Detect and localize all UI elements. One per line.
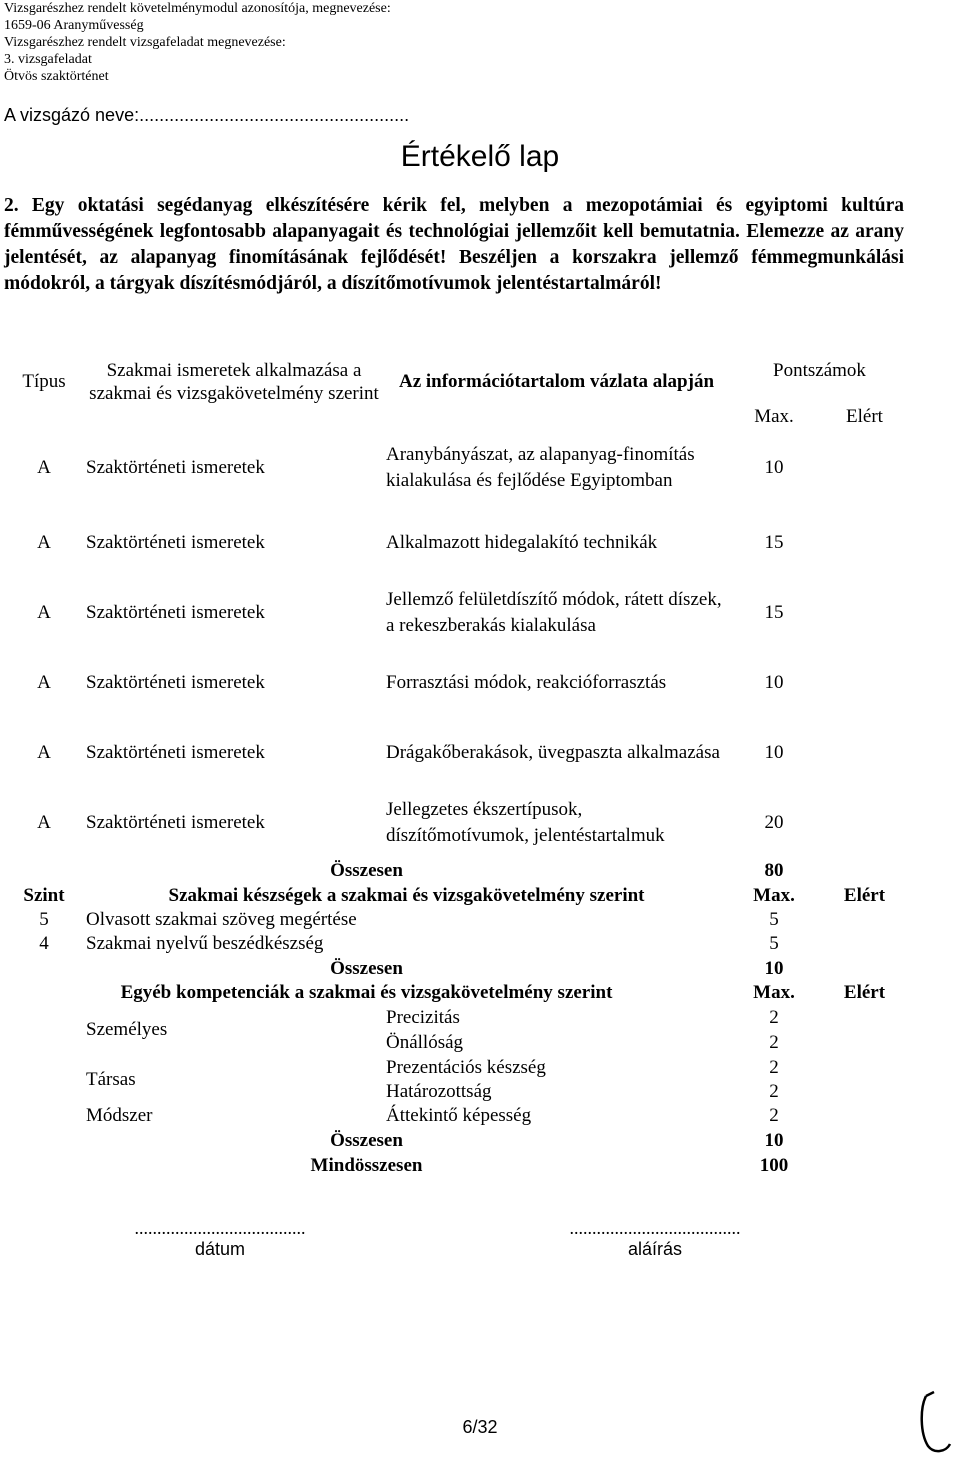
header-line: Vizsgarészhez rendelt vizsgafeladat megnevezése: bbox=[4, 35, 286, 50]
header-line: 3. vizsgafeladat bbox=[4, 52, 92, 67]
row-type: A bbox=[37, 742, 51, 763]
group-social: Társas bbox=[86, 1068, 136, 1090]
header-line: Ötvös szaktörténet bbox=[4, 69, 109, 84]
col-header-max: Max. bbox=[754, 406, 794, 427]
skill-name: Olvasott szakmai szöveg megértése bbox=[86, 909, 357, 930]
row-achieved bbox=[819, 428, 910, 508]
page-title: Értékelő lap bbox=[400, 140, 560, 173]
skills-achieved-header: Elért bbox=[843, 885, 886, 906]
competency-max: 2 bbox=[769, 1006, 779, 1028]
row-info: Jellegzetes ékszertípusok, díszítőmotívumok, jelentéstartalmuk bbox=[386, 799, 665, 846]
page-number: 6/32 bbox=[462, 1417, 498, 1437]
row-info: Alkalmazott hidegalakító technikák bbox=[386, 532, 658, 553]
group-method: Módszer bbox=[86, 1105, 153, 1126]
total-value: 10 bbox=[764, 1129, 784, 1151]
table-row bbox=[4, 718, 910, 788]
skills-max-header: Max. bbox=[753, 885, 795, 906]
table-row bbox=[4, 578, 910, 648]
row-skill: Szaktörténeti ismeretek bbox=[86, 532, 265, 553]
other-max-header: Max. bbox=[753, 982, 795, 1003]
row-achieved bbox=[819, 648, 910, 718]
competency-name: Prezentációs készség bbox=[386, 1056, 546, 1078]
table-row bbox=[4, 788, 910, 858]
skill-max: 5 bbox=[769, 909, 779, 930]
evaluation-table bbox=[4, 336, 910, 1178]
candidate-name-field: A vizsgázó neve:...................................................... bbox=[4, 105, 410, 125]
date-label: dátum bbox=[194, 1239, 246, 1259]
row-info: Aranybányászat, az alapanyag-finomítás kialakulása és fejlődése Egyiptomban bbox=[386, 444, 695, 491]
row-skill: Szaktörténeti ismeretek bbox=[86, 742, 265, 763]
group-personal: Személyes bbox=[86, 1019, 168, 1040]
competency-name: Áttekintő képesség bbox=[386, 1105, 532, 1126]
signature-dots: ...................................... bbox=[569, 1218, 741, 1238]
total-label: Összesen bbox=[330, 860, 403, 881]
row-skill: Szaktörténeti ismeretek bbox=[86, 457, 265, 478]
table-row bbox=[4, 1055, 910, 1080]
row-max: 10 bbox=[764, 457, 784, 478]
grand-total-value: 100 bbox=[759, 1154, 789, 1176]
row-info: Forrasztási módok, reakcióforrasztás bbox=[386, 672, 667, 693]
competency-max: 2 bbox=[769, 1081, 779, 1102]
row-achieved bbox=[819, 788, 910, 858]
total-label: Összesen bbox=[330, 1129, 403, 1151]
skill-max: 5 bbox=[769, 933, 779, 954]
header-line: Vizsgarészhez rendelt követelménymodul azonosítója, megnevezése: bbox=[4, 1, 391, 16]
signature-block bbox=[525, 1218, 785, 1260]
skill-level: 4 bbox=[39, 933, 49, 954]
total-value: 80 bbox=[764, 860, 784, 881]
grand-total-label: Mindösszesen bbox=[310, 1154, 423, 1176]
row-max: 15 bbox=[764, 532, 784, 553]
total-value: 10 bbox=[764, 957, 784, 979]
document-header bbox=[4, 0, 391, 85]
row-achieved bbox=[819, 718, 910, 788]
row-max: 10 bbox=[764, 742, 784, 763]
table-row bbox=[4, 508, 910, 578]
competency-max: 2 bbox=[769, 1056, 779, 1078]
col-header-achieved: Elért bbox=[846, 406, 883, 427]
table-row bbox=[4, 648, 910, 718]
table-row bbox=[4, 428, 910, 508]
competency-name: Precizitás bbox=[386, 1006, 460, 1028]
date-signature-block bbox=[90, 1218, 350, 1260]
other-achieved-header: Elért bbox=[843, 982, 886, 1003]
col-header-type: Típus bbox=[22, 371, 66, 392]
table-row bbox=[4, 1005, 910, 1030]
row-achieved bbox=[819, 578, 910, 648]
col-header-points: Pontszámok bbox=[773, 360, 866, 381]
level-header: Szint bbox=[23, 885, 65, 906]
row-max: 10 bbox=[764, 672, 784, 693]
row-type: A bbox=[37, 457, 51, 478]
skill-name: Szakmai nyelvű beszédkészség bbox=[86, 933, 324, 954]
table-row bbox=[4, 932, 910, 956]
skill-level: 5 bbox=[39, 909, 49, 930]
skills-header: Szakmai készségek a szakmai és vizsgakövetelmény szerint bbox=[168, 885, 645, 906]
header-line: 1659-06 Aranyművesség bbox=[4, 18, 144, 33]
row-type: A bbox=[37, 602, 51, 623]
col-header-skill: Szakmai ismeretek alkalmazása a szakmai és vizsgakövetelmény szerint bbox=[89, 360, 379, 404]
date-dots: ...................................... bbox=[134, 1218, 306, 1238]
row-max: 20 bbox=[764, 812, 784, 833]
row-info: Jellemző felületdíszítő módok, rátett díszek, a rekeszberakás kialakulása bbox=[386, 589, 722, 636]
task-description: 2. Egy oktatási segédanyag elkészítésére kérik fel, melyben a mezopotámiai és egyiptomi kultúra fémművességének legfontosabb alapanyagait és technológiai jellemzőit kell bemutatnia. Elemezze az arany jelentését, az alapanyag finomításának fejlődését! Beszéljen a korszakra jellemző fémmegmunkálási módokról, a tárgyak díszítésmódjáról, a díszítőmotívumok jelentéstartalmáról! bbox=[4, 195, 904, 294]
table-row bbox=[4, 1104, 910, 1128]
row-info: Drágakőberakások, üvegpaszta alkalmazása bbox=[386, 742, 720, 763]
row-skill: Szaktörténeti ismeretek bbox=[86, 672, 265, 693]
table-row bbox=[4, 908, 910, 932]
col-header-info: Az információtartalom vázlata alapján bbox=[398, 371, 715, 392]
row-achieved bbox=[819, 508, 910, 578]
competency-max: 2 bbox=[769, 1105, 779, 1126]
row-type: A bbox=[37, 532, 51, 553]
total-label: Összesen bbox=[330, 957, 403, 979]
row-skill: Szaktörténeti ismeretek bbox=[86, 812, 265, 833]
row-skill: Szaktörténeti ismeretek bbox=[86, 602, 265, 623]
other-competencies-header: Egyéb kompetenciák a szakmai és vizsgakövetelmény szerint bbox=[120, 982, 613, 1003]
row-type: A bbox=[37, 812, 51, 833]
row-type: A bbox=[37, 672, 51, 693]
competency-name: Határozottság bbox=[386, 1081, 492, 1102]
competency-max: 2 bbox=[769, 1031, 779, 1053]
row-max: 15 bbox=[764, 602, 784, 623]
competency-name: Önállóság bbox=[386, 1031, 464, 1053]
signature-label: aláírás bbox=[627, 1239, 683, 1259]
